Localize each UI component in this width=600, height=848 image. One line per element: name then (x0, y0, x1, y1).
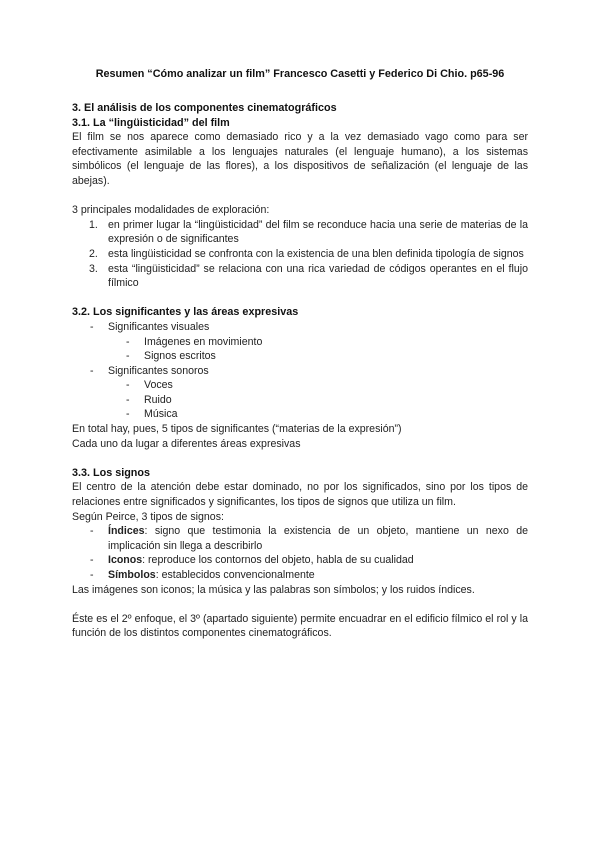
list-tipos-signos (72, 524, 528, 582)
list-item (72, 320, 528, 335)
sign-term: Iconos (108, 554, 143, 567)
list-item-text: Significantes visuales (108, 320, 210, 333)
list-item-text: Significantes sonoros (108, 364, 209, 377)
paragraph-cierre: Éste es el 2º enfoque, el 3º (apartado siguiente) permite encuadrar en el edificio fílmico el rol y la función de los distintos componentes cinematográficos. (72, 612, 528, 640)
sign-term: Índices (108, 525, 145, 538)
numbered-list-modalidades (72, 218, 528, 291)
document-body (72, 101, 528, 641)
subsection-heading-3-1: 3.1. La “lingüisticidad” del film (72, 116, 230, 129)
list-item (72, 262, 528, 291)
list-item-text: Imágenes en movimiento (144, 335, 263, 348)
list-item-text: Voces (144, 379, 173, 392)
list-item-text: Signos escritos (144, 350, 216, 363)
sign-description: : establecidos convencionalmente (155, 569, 315, 581)
list-item-text: Ruido (144, 393, 172, 406)
dash-marker: - (90, 525, 94, 538)
list-number: 2. (89, 247, 98, 260)
paragraph-peirce-intro: Según Peirce, 3 tipos de signos: (72, 510, 224, 523)
paragraph-modalidades-intro: 3 principales modalidades de exploración: (72, 204, 270, 217)
paragraph-centro-atencion: El centro de la atención debe estar dominado, no por los significados, sino por los tipos de relaciones entre significados y significantes, los tipos de signos que utiliza un film. (72, 481, 528, 509)
paragraph-resumen-signos: Las imágenes son iconos; la música y las palabras son símbolos; y los ruidos índices. (72, 583, 475, 596)
dash-marker: - (90, 320, 94, 333)
list-item (72, 218, 528, 247)
list-item-text: Música (144, 408, 178, 421)
subsection-heading-3-3: 3.3. Los signos (72, 466, 150, 479)
dash-marker: - (90, 569, 94, 581)
dash-marker: - (90, 554, 94, 567)
paragraph-areas-expresivas: Cada uno da lugar a diferentes áreas expresivas (72, 437, 301, 450)
paragraph-film-lenguaje: El film se nos aparece como demasiado rico y a la vez demasiado vago como para ser efectivamente asimilable a los lenguajes naturales (el lenguaje humano), a los sistemas simbólicos (el lenguaje de las flores), a los dispositivos de señalización (el lenguaje de las abejas). (72, 131, 528, 187)
paragraph-total-significantes: En total hay, pues, 5 tipos de significantes (“materias de la expresión”) (72, 423, 402, 436)
list-item (72, 568, 528, 583)
list-item (72, 553, 528, 568)
dash-marker: - (126, 393, 130, 406)
dash-marker: - (126, 335, 130, 348)
sign-description: : reproduce los contornos del objeto, habla de su cualidad (142, 554, 414, 567)
sign-term: Símbolos (108, 569, 156, 581)
list-item (72, 393, 528, 408)
list-item (72, 349, 528, 364)
sign-description: : signo que testimonia la existencia de un objeto, mantiene un nexo de implicación sin llega a describirlo (108, 525, 528, 552)
document-title: Resumen “Cómo analizar un film” Francesco Casetti y Federico Di Chio. p65-96 (95, 68, 505, 80)
list-item-text: esta lingüisticidad se confronta con la existencia de una blen definida tipología de signos (108, 247, 524, 260)
section-heading: 3. El análisis de los componentes cinematográficos (72, 102, 337, 114)
list-significantes (72, 320, 528, 422)
dash-marker: - (126, 379, 130, 392)
subsection-heading-3-2: 3.2. Los significantes y las áreas expresivas (72, 306, 299, 319)
list-item (72, 378, 528, 393)
list-item (72, 247, 528, 262)
list-item-text: esta “lingüisticidad” se relaciona con una rica variedad de códigos operantes en el flujo fílmico (108, 262, 528, 290)
list-item-text: en primer lugar la “lingüisticidad” del film se reconduce hacia una serie de materias de la expresión o de significantes (108, 218, 528, 246)
list-number: 3. (89, 262, 98, 275)
list-item (72, 524, 528, 553)
list-item (72, 335, 528, 350)
dash-marker: - (90, 364, 94, 377)
list-item (72, 407, 528, 422)
list-item (72, 364, 528, 379)
dash-marker: - (126, 408, 130, 421)
dash-marker: - (126, 350, 130, 363)
list-number: 1. (89, 218, 98, 231)
